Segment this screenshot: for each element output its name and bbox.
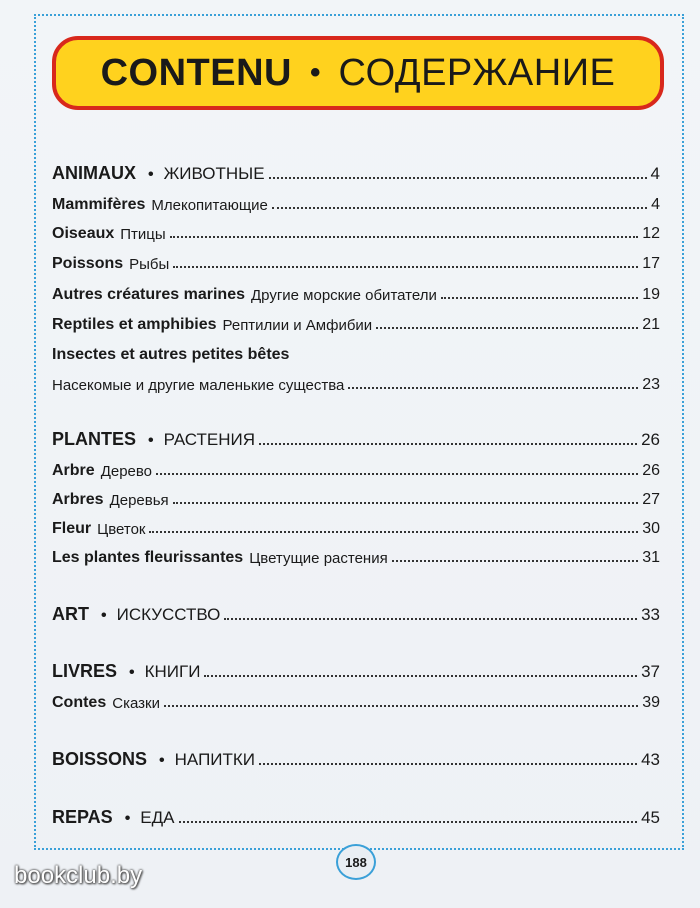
- toc-item-arbre[interactable]: [52, 450, 660, 480]
- toc-sep: •: [129, 664, 135, 681]
- toc-fr: LIVRES: [52, 661, 118, 681]
- toc-item-insectes[interactable]: [52, 364, 660, 394]
- toc-section-boissons[interactable]: [52, 740, 660, 770]
- leader-dots: [170, 236, 639, 238]
- leader-dots: [348, 387, 638, 389]
- toc-ru: Насекомые и другие маленькие существа: [52, 377, 345, 394]
- toc-page: 33: [641, 605, 660, 624]
- toc-ru: Птицы: [120, 226, 166, 243]
- leader-dots: [376, 327, 638, 329]
- toc-page: 12: [642, 225, 660, 242]
- leader-dots: [164, 705, 638, 707]
- toc-fr: Insectes et autres petites bêtes: [52, 346, 290, 363]
- toc-page: 31: [642, 549, 660, 566]
- toc-fr: BOISSONS: [52, 749, 148, 769]
- leader-dots: [224, 618, 637, 620]
- toc-sep: •: [124, 810, 131, 827]
- toc-item-fleur[interactable]: [52, 508, 660, 538]
- toc-page: 17: [642, 255, 660, 272]
- title-french: CONTENU: [100, 51, 292, 94]
- toc-fr: Oiseaux: [52, 225, 115, 242]
- toc-fr: Les plantes fleurissantes: [52, 549, 244, 566]
- toc-page: 23: [642, 376, 660, 393]
- toc-fr: Contes: [52, 694, 107, 711]
- toc-sep: •: [148, 432, 154, 449]
- toc-sep: •: [148, 166, 154, 183]
- toc-section-livres[interactable]: [52, 652, 660, 682]
- toc-fr: ANIMAUX: [52, 163, 136, 183]
- toc-page: 26: [641, 430, 660, 449]
- toc-fr: Arbre: [52, 462, 95, 479]
- toc-page: 27: [642, 491, 660, 508]
- toc-item-fleurissantes[interactable]: [52, 537, 660, 567]
- toc-page: 30: [642, 520, 660, 537]
- toc-ru: Сказки: [112, 695, 160, 712]
- toc-fr: Arbres: [52, 491, 104, 508]
- toc-item-mammiferes[interactable]: [52, 184, 660, 214]
- toc-ru: РАСТЕНИЯ: [163, 430, 255, 449]
- toc-item-insectes-title[interactable]: [52, 334, 660, 364]
- toc-fr: REPAS: [52, 807, 113, 827]
- title-separator: •: [310, 56, 321, 89]
- toc-fr: Poissons: [52, 255, 124, 272]
- leader-dots: [259, 763, 637, 765]
- toc-ru: Дерево: [100, 463, 153, 480]
- toc-fr: Reptiles et amphibies: [52, 316, 217, 333]
- toc-item-marines[interactable]: [52, 274, 660, 304]
- toc-ru: ЕДА: [140, 808, 175, 827]
- toc-ru: Рыбы: [129, 256, 170, 273]
- toc-page: 4: [650, 164, 660, 183]
- title-russian: СОДЕРЖАНИЕ: [338, 51, 616, 94]
- title-banner: [52, 36, 664, 110]
- toc-item-contes[interactable]: [52, 682, 660, 712]
- toc-page: 37: [641, 662, 660, 681]
- toc-page: 26: [642, 462, 660, 479]
- toc-fr: Fleur: [52, 520, 92, 537]
- toc-page: 21: [642, 316, 660, 333]
- leader-dots: [149, 531, 638, 533]
- leader-dots: [272, 207, 647, 209]
- toc-ru: КНИГИ: [144, 662, 201, 681]
- toc-item-poissons[interactable]: [52, 243, 660, 273]
- leader-dots: [392, 560, 638, 562]
- toc-section-repas[interactable]: [52, 798, 660, 828]
- toc-ru: Млекопитающие: [151, 197, 268, 214]
- leader-dots: [259, 443, 637, 445]
- toc-ru: НАПИТКИ: [174, 750, 256, 769]
- toc-sep: •: [101, 607, 107, 624]
- toc-ru: Цветущие растения: [249, 550, 388, 567]
- toc-item-oiseaux[interactable]: [52, 213, 660, 243]
- leader-dots: [173, 266, 638, 268]
- toc-page: 45: [641, 808, 660, 827]
- toc-fr: PLANTES: [52, 429, 137, 449]
- leader-dots: [441, 297, 638, 299]
- toc-ru: ЖИВОТНЫЕ: [163, 164, 265, 183]
- toc-item-reptiles[interactable]: [52, 304, 660, 334]
- toc-item-arbres[interactable]: [52, 479, 660, 509]
- leader-dots: [179, 821, 638, 823]
- toc-fr: Autres créatures marines: [52, 286, 245, 303]
- toc-page: 4: [651, 196, 660, 213]
- toc-page: 39: [642, 694, 660, 711]
- toc-section-animaux[interactable]: [52, 154, 660, 184]
- toc-ru: Цветок: [97, 521, 146, 538]
- leader-dots: [173, 502, 639, 504]
- toc-section-art[interactable]: [52, 595, 660, 625]
- toc-page: 19: [642, 286, 660, 303]
- toc-fr: ART: [52, 604, 89, 624]
- leader-dots: [204, 675, 637, 677]
- toc-fr: Mammifères: [52, 196, 146, 213]
- watermark-text: bookclub.by: [14, 862, 143, 889]
- toc-ru: Рептилии и Амфибии: [222, 317, 373, 334]
- leader-dots: [156, 473, 638, 475]
- page-number-badge: 188: [336, 844, 376, 880]
- toc-page: 43: [641, 750, 660, 769]
- toc-ru: ИСКУССТВО: [116, 605, 221, 624]
- toc-ru: Деревья: [109, 492, 169, 509]
- toc-section-plantes[interactable]: [52, 420, 660, 450]
- leader-dots: [269, 177, 647, 179]
- toc-sep: •: [159, 752, 165, 769]
- toc-ru: Другие морские обитатели: [250, 287, 437, 304]
